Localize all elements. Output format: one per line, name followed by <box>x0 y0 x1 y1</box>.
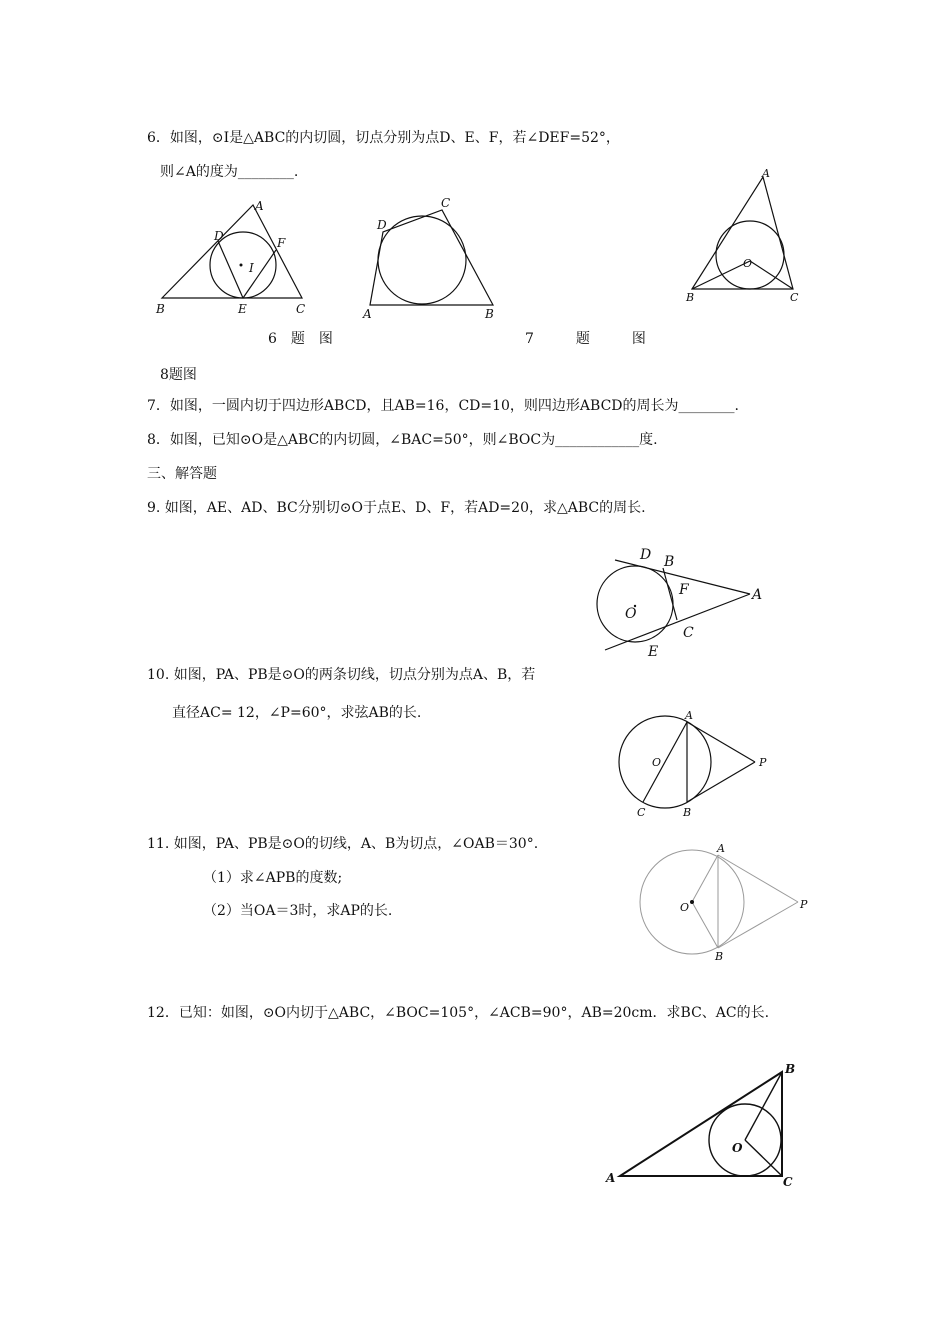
fig9-label-d: D <box>640 547 652 563</box>
figure-7 <box>355 190 505 325</box>
fig10-label-a: A <box>685 709 693 722</box>
fig6-triangle <box>162 205 302 298</box>
figure-11 <box>630 840 815 965</box>
q6-line2: 则∠A的度为________. <box>160 164 299 180</box>
fig9-label-b: B <box>664 554 675 570</box>
fig10-label-p: P <box>759 756 767 769</box>
fig8-label-a: A <box>762 167 770 180</box>
fig6-label-i: I <box>249 261 254 275</box>
figure-12 <box>600 1058 800 1188</box>
q10-line1: 10. 如图，PA、PB是⊙O的两条切线，切点分别为点A、B，若 <box>147 667 536 683</box>
fig6-label-b: B <box>156 302 165 316</box>
fig7-label-c: C <box>441 196 451 210</box>
fig9-label-a: A <box>752 587 763 603</box>
fig6-label-e: E <box>238 302 247 316</box>
fig8-label-b: B <box>686 291 695 304</box>
fig6-caption: 6 题 图 <box>268 331 333 347</box>
fig10-label-o: O <box>652 756 662 769</box>
figure-9 <box>585 540 775 665</box>
fig8-caption: 8题图 <box>160 367 197 383</box>
fig11-label-a: A <box>717 842 725 855</box>
fig11-label-p: P <box>800 898 808 911</box>
fig11-label-b: B <box>715 950 724 963</box>
section-3-heading: 三、解答题 <box>147 466 217 482</box>
q11-part2: （2）当OA＝3时，求AP的长. <box>203 903 393 919</box>
fig7-label-b: B <box>485 307 494 321</box>
fig12-label-o: O <box>732 1141 743 1155</box>
figure-6 <box>150 195 320 320</box>
fig7-incircle <box>378 216 466 304</box>
fig6-label-c: C <box>296 302 306 316</box>
fig10-label-c: C <box>637 806 646 819</box>
fig9-label-c: C <box>683 625 694 641</box>
fig9-label-f: F <box>679 582 689 598</box>
fig7-caption: 7 题 图 <box>525 331 646 347</box>
q10-line2: 直径AC= 12，∠P=60°，求弦AB的长. <box>172 705 422 721</box>
fig8-label-o: O <box>743 257 753 270</box>
fig12-label-c: C <box>783 1175 793 1188</box>
fig9-label-e: E <box>648 644 659 660</box>
fig6-label-a: A <box>255 199 264 213</box>
fig6-label-f: F <box>277 236 286 250</box>
fig12-label-a: A <box>606 1171 616 1185</box>
figure-10 <box>615 708 780 823</box>
fig8-label-c: C <box>790 291 799 304</box>
fig7-label-d: D <box>377 218 387 232</box>
fig11-label-o: O <box>680 901 690 914</box>
q11-line1: 11. 如图，PA、PB是⊙O的切线，A、B为切点，∠OAB＝30°. <box>147 836 539 852</box>
fig10-label-b: B <box>683 806 692 819</box>
fig8-incircle <box>716 221 784 289</box>
fig12-label-b: B <box>785 1062 796 1076</box>
fig7-quadrilateral <box>370 210 493 305</box>
figure-8 <box>680 165 815 305</box>
fig8-triangle <box>692 177 793 289</box>
q7: 7．如图，一圆内切于四边形ABCD，且AB=16，CD=10，则四边形ABCD的周长为________. <box>147 398 739 414</box>
fig9-circle <box>597 566 673 642</box>
q12: 12．已知：如图，⊙O内切于△ABC，∠BOC=105°，∠ACB=90°，AB=20cm．求BC、AC的长. <box>147 1005 770 1021</box>
q6-line1: 6．如图，⊙I是△ABC的内切圆，切点分别为点D、E、F，若∠DEF=52°， <box>147 130 620 146</box>
q11-part1: （1）求∠APB的度数; <box>203 870 343 886</box>
fig12-triangle <box>620 1072 782 1176</box>
q8: 8．如图，已知⊙O是△ABC的内切圆，∠BAC=50°，则∠BOC为____________度. <box>147 432 658 448</box>
fig9-label-o: O <box>625 606 637 622</box>
fig7-label-a: A <box>363 307 372 321</box>
fig6-label-d: D <box>214 229 224 243</box>
q9: 9. 如图，AE、AD、BC分别切⊙O于点E、D、F，若AD=20，求△ABC的周长. <box>147 500 646 516</box>
